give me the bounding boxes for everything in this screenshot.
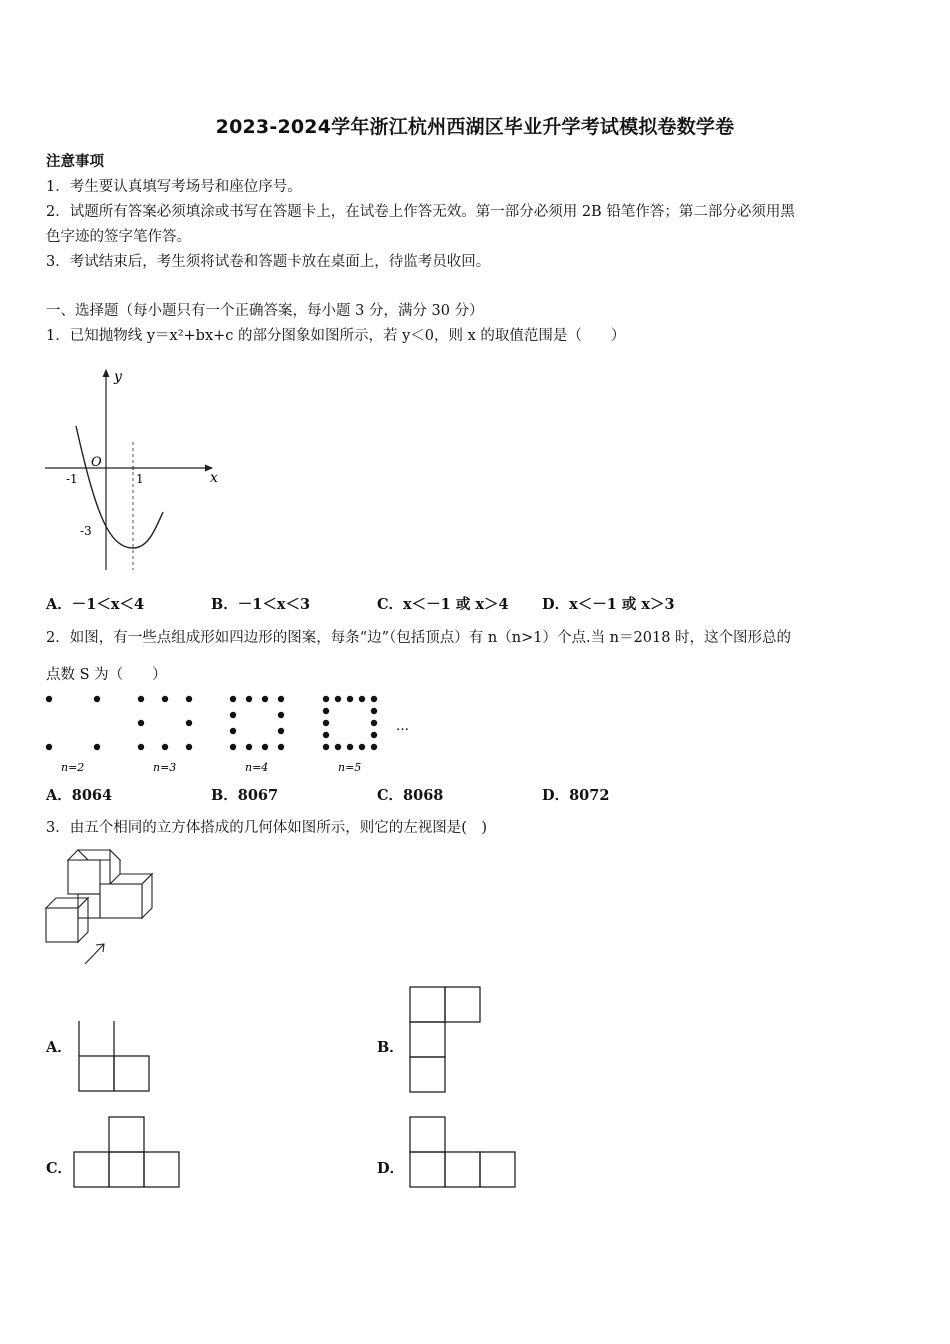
pattern-ellipsis: … [396, 719, 409, 734]
tick-label-neg3: -3 [80, 524, 92, 538]
view-arrow [85, 944, 104, 964]
q2-option-a[interactable]: A．8064 [46, 787, 113, 804]
q1-option-a[interactable]: A．－1＜x＜4 [46, 596, 145, 613]
page-title: 2023-2024学年浙江杭州西湖区毕业升学考试模拟卷数学卷 [215, 116, 735, 138]
q1-option-d[interactable]: D．x＜－1 或 x＞3 [542, 596, 675, 613]
q2-stem-b: 点数 S 为（ ） [46, 667, 167, 683]
q3-option-b-figure [409, 986, 485, 1096]
q3-option-a-figure [78, 1020, 152, 1094]
q3-option-d-figure [409, 1116, 519, 1192]
note-1: 1．考生要认真填写考场号和座位序号。 [46, 179, 302, 195]
pattern-n3 [138, 696, 192, 750]
q3-cube-figure [42, 846, 152, 971]
note-2a: 2．试题所有答案必须填涂或书写在答题卡上，在试卷上作答无效。第一部分必须用 2B 铅笔作答；第二部分必须用黑 [46, 204, 795, 220]
origin-label: O [91, 455, 102, 470]
note-3: 3．考试结束后，考生须将试卷和答题卡放在桌面上，待监考员收回。 [46, 254, 491, 270]
notes-heading: 注意事项 [46, 153, 104, 170]
q1-option-b[interactable]: B．－1＜x＜3 [211, 596, 311, 613]
q3-option-c[interactable]: C． [46, 1160, 73, 1177]
y-axis-label: y [114, 369, 122, 385]
q1-stem: 1．已知抛物线 y＝x²+bx+c 的部分图象如图所示，若 y＜0，则 x 的取值范围是（ ） [46, 328, 626, 344]
x-axis-label: x [210, 470, 218, 486]
pattern-n2 [46, 696, 100, 750]
q2-option-d[interactable]: D．8072 [542, 787, 610, 804]
tick-label-neg1: -1 [66, 472, 78, 486]
q3-option-a[interactable]: A． [46, 1039, 72, 1056]
section-heading: 一、选择题（每小题只有一个正确答案，每小题 3 分，满分 30 分） [46, 303, 484, 319]
pattern-n4 [230, 696, 284, 750]
tick-label-1: 1 [136, 472, 144, 486]
note-2b: 色字迹的签字笔作答。 [46, 229, 191, 245]
q3-option-b[interactable]: B． [377, 1039, 404, 1056]
label-n2: n=2 [61, 761, 85, 774]
q2-option-b[interactable]: B．8067 [211, 787, 279, 804]
q3-option-d[interactable]: D． [377, 1160, 405, 1177]
q3-option-c-figure [73, 1116, 183, 1192]
q1-parabola-graph [40, 360, 230, 580]
q2-option-c[interactable]: C．8068 [377, 787, 444, 804]
q3-stem: 3．由五个相同的立方体搭成的几何体如图所示，则它的左视图是( ) [46, 820, 488, 836]
q1-option-c[interactable]: C．x＜－1 或 x＞4 [377, 596, 509, 613]
label-n5: n=5 [338, 761, 362, 774]
label-n4: n=4 [245, 761, 269, 774]
q2-dot-patterns [40, 690, 420, 780]
pattern-n5 [323, 696, 377, 750]
label-n3: n=3 [153, 761, 177, 774]
q2-stem-a: 2．如图，有一些点组成形如四边形的图案，每条“边”（包括顶点）有 n（n>1）个点.当 n＝2018 时，这个图形总的 [46, 630, 792, 646]
